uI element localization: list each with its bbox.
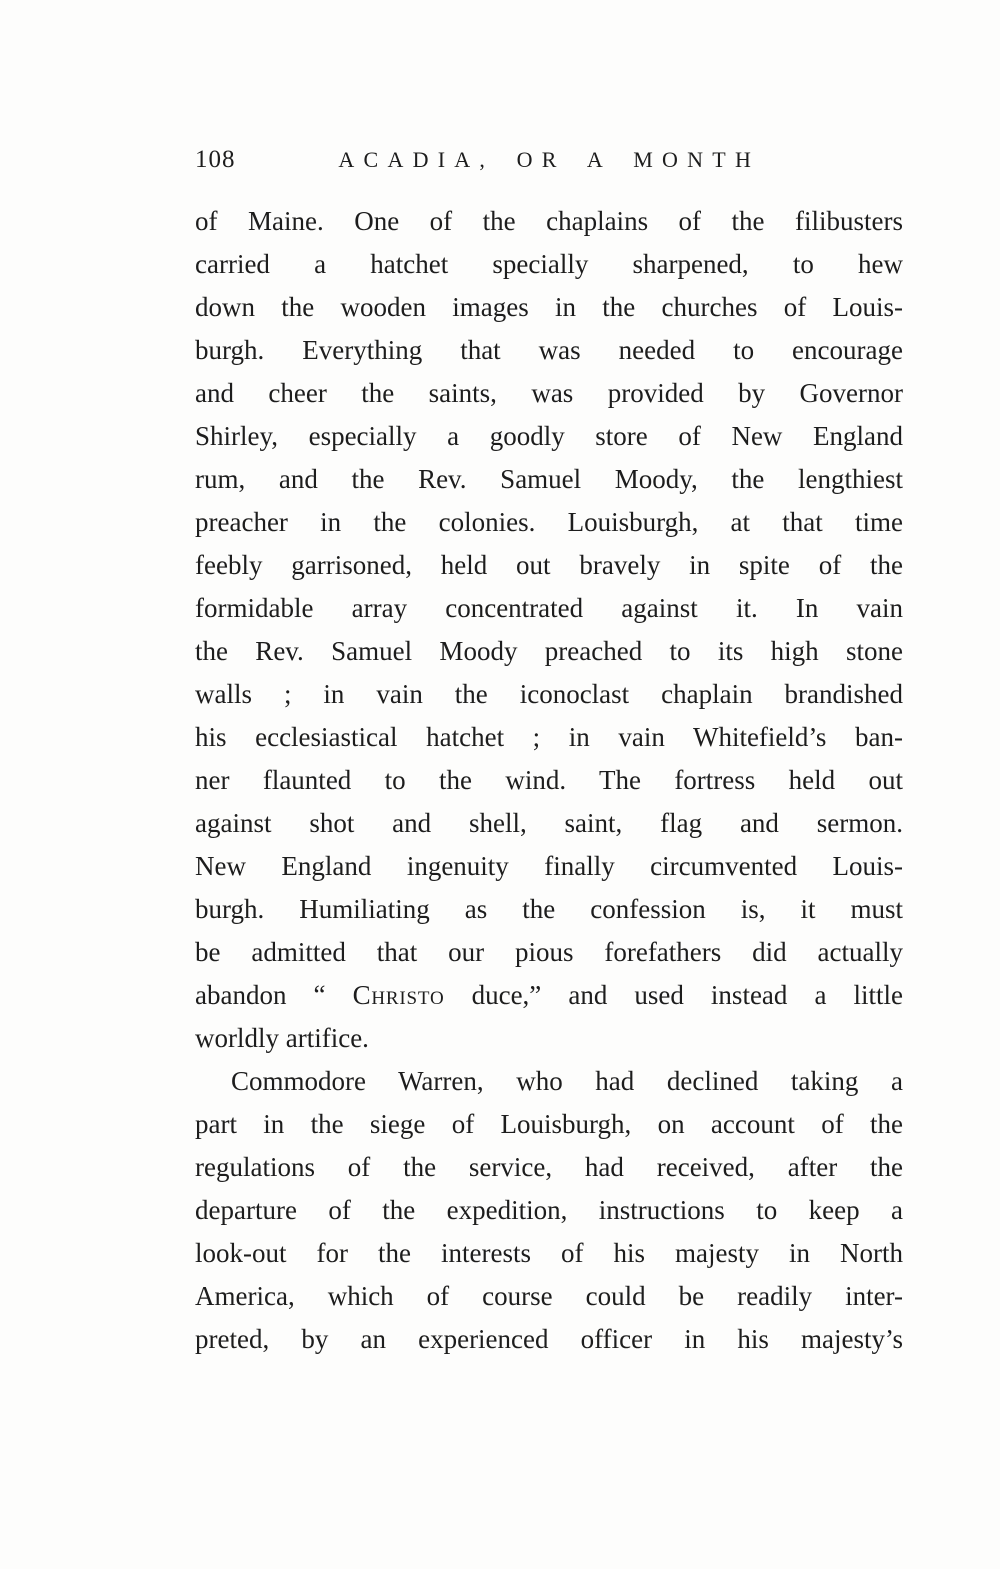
page-number: 108 — [195, 146, 236, 173]
page-header — [195, 146, 903, 174]
text-line: preacher in the colonies. Louisburgh, at that time — [195, 507, 903, 537]
text-line: down the wooden images in the churches of Louis- — [195, 292, 903, 322]
text-line: formidable array concentrated against it. In vain — [195, 593, 903, 623]
text-line: against shot and shell, saint, flag and sermon. — [195, 808, 903, 838]
text-line: rum, and the Rev. Samuel Moody, the lengthiest — [195, 464, 903, 494]
text-line: and cheer the saints, was provided by Governor — [195, 378, 903, 408]
text-line: his ecclesiastical hatchet ; in vain Whitefield’s ban- — [195, 722, 903, 752]
text-line: Commodore Warren, who had declined taking a — [231, 1066, 903, 1096]
text-line: departure of the expedition, instructions to keep a — [195, 1195, 903, 1225]
text-line: Shirley, especially a goodly store of New England — [195, 421, 903, 451]
text-segment: abandon “ — [195, 980, 353, 1010]
text-segment: duce,” and used instead a little — [444, 980, 904, 1010]
text-line: the Rev. Samuel Moody preached to its high stone — [195, 636, 903, 666]
text-line: be admitted that our pious forefathers did actually — [195, 937, 903, 967]
text-line: carried a hatchet specially sharpened, to hew — [195, 249, 903, 279]
text-line: regulations of the service, had received, after the — [195, 1152, 903, 1182]
text-line: of Maine. One of the chaplains of the filibusters — [195, 206, 903, 236]
text-line: New England ingenuity finally circumvented Louis- — [195, 851, 903, 881]
text-line: burgh. Humiliating as the confession is, it must — [195, 894, 903, 924]
text-line: look-out for the interests of his majesty in North — [195, 1238, 903, 1268]
text-line: America, which of course could be readily inter- — [195, 1281, 903, 1311]
page-body — [195, 200, 903, 1361]
text-line: feebly garrisoned, held out bravely in spite of the — [195, 550, 903, 580]
text-line: worldly artifice. — [195, 1023, 369, 1053]
text-block — [195, 146, 903, 1361]
text-line: part in the siege of Louisburgh, on account of the — [195, 1109, 903, 1139]
text-line: burgh. Everything that was needed to encourage — [195, 335, 903, 365]
small-caps-text: Christo — [352, 980, 445, 1010]
text-line: preted, by an experienced officer in his majesty’s — [195, 1324, 903, 1354]
text-line: walls ; in vain the iconoclast chaplain brandished — [195, 679, 903, 709]
text-line — [195, 974, 903, 1017]
text-line: ner flaunted to the wind. The fortress held out — [195, 765, 903, 795]
running-header: ACADIA, OR A MONTH — [338, 147, 761, 172]
